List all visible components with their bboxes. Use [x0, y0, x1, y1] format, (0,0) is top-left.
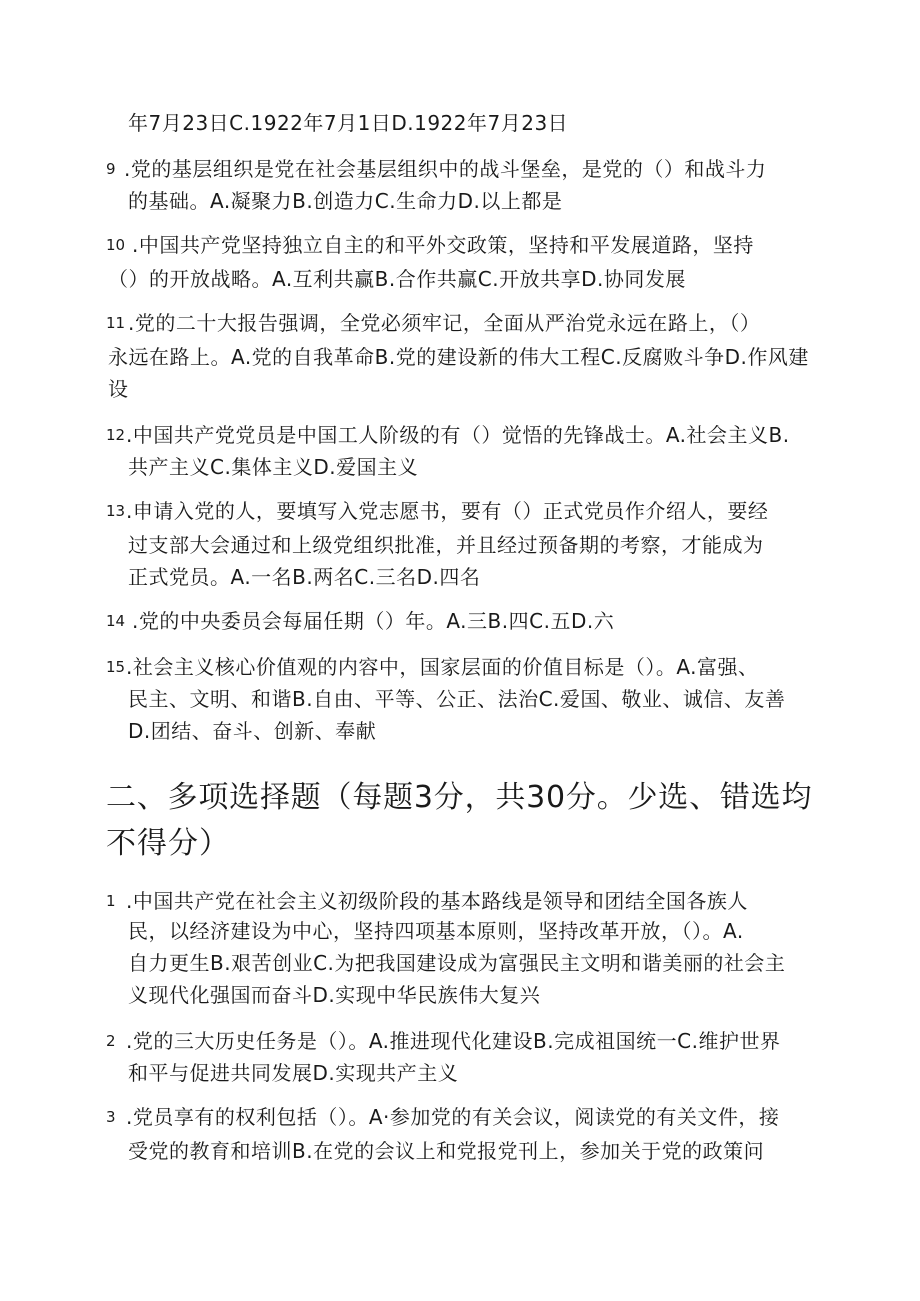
- question-text: 民主、文明、和谐B.自由、平等、公正、法治C.爱国、敬业、诚信、友善: [128, 687, 786, 711]
- question-number: 13: [106, 502, 126, 520]
- question-text: 民，以经济建设为中心，坚持四项基本原则，坚持改革开放，（）。A.: [128, 919, 744, 943]
- question-number: 2: [106, 1032, 116, 1050]
- question-text: .中国共产党坚持独立自主的和平外交政策，坚持和平发展道路，坚持: [132, 233, 754, 257]
- question-text: .申请入党的人，要填写入党志愿书，要有（）正式党员作介绍人，要经: [126, 499, 769, 523]
- question-number: 14: [106, 612, 126, 630]
- question-number: 1: [106, 892, 116, 910]
- question-number: 15: [106, 658, 126, 676]
- question-number: 10: [106, 236, 126, 254]
- question-text: 永远在路上。A.党的自我革命B.党的建设新的伟大工程C.反腐败斗争D.作风建: [108, 345, 809, 369]
- question-text: .社会主义核心价值观的内容中，国家层面的价值目标是（）。A.富强、: [126, 655, 759, 679]
- question-text: 共产主义C.集体主义D.爱国主义: [128, 455, 419, 479]
- section-heading: 不得分）: [106, 826, 230, 861]
- question-number: 9: [106, 160, 116, 178]
- question-number: 11: [106, 314, 126, 332]
- question-text: .党员享有的权利包括（）。A·参加党的有关会议，阅读党的有关文件，接: [126, 1105, 780, 1129]
- question-number: 12: [106, 426, 126, 444]
- question-text: 义现代化强国而奋斗D.实现中华民族伟大复兴: [128, 983, 541, 1007]
- question-text: 和平与促进共同发展D.实现共产主义: [128, 1061, 459, 1085]
- question-text: .中国共产党党员是中国工人阶级的有（）觉悟的先锋战士。A.社会主义B.: [126, 423, 790, 447]
- question-text: .党的二十大报告强调，全党必须牢记，全面从严治党永远在路上，（）: [128, 311, 761, 335]
- continuation-line: 年7月23日C.1922年7月1日D.1922年7月23日: [128, 111, 569, 135]
- question-number: 3: [106, 1108, 116, 1126]
- question-text: 的基础。A.凝聚力B.创造力C.生命力D.以上都是: [128, 189, 563, 213]
- question-text: （）的开放战略。A.互利共赢B.合作共赢C.开放共享D.协同发展: [108, 267, 686, 291]
- question-text: .党的中央委员会每届任期（）年。A.三B.四C.五D.六: [132, 609, 615, 633]
- question-text: 正式党员。A.一名B.两名C.三名D.四名: [128, 565, 481, 589]
- question-text: D.团结、奋斗、创新、奉献: [128, 719, 377, 743]
- question-text: 自力更生B.艰苦创业C.为把我国建设成为富强民主文明和谐美丽的社会主: [128, 951, 786, 975]
- section-heading: 二、多项选择题（每题3分，共30分。少选、错选均: [106, 780, 813, 815]
- question-text: .党的基层组织是党在社会基层组织中的战斗堡垒，是党的（）和战斗力: [124, 157, 767, 181]
- question-text: .中国共产党在社会主义初级阶段的基本路线是领导和团结全国各族人: [126, 889, 748, 913]
- question-text: .党的三大历史任务是（）。A.推进现代化建设B.完成祖国统一C.维护世界: [126, 1029, 781, 1053]
- question-text: 设: [108, 377, 129, 401]
- question-text: 受党的教育和培训B.在党的会议上和党报党刊上，参加关于党的政策问: [128, 1139, 765, 1163]
- question-text: 过支部大会通过和上级党组织批准，并且经过预备期的考察，才能成为: [128, 533, 764, 557]
